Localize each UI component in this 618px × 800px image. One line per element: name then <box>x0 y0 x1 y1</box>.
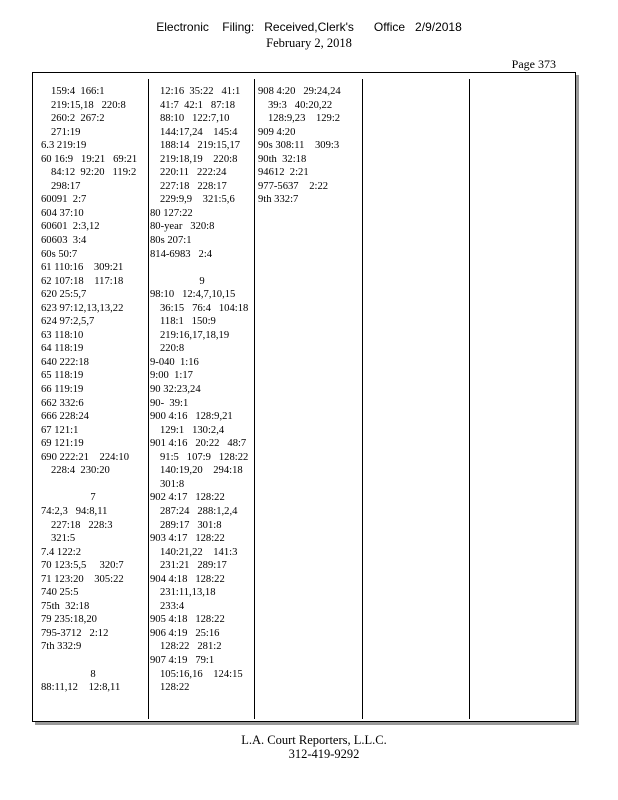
index-entry: 219:16,17,18,19 <box>160 329 230 341</box>
court-reporter-phone: 312-419-9292 <box>288 747 360 761</box>
index-column-1 <box>41 85 145 717</box>
column-divider <box>254 79 255 719</box>
index-entry: 60091 2:7 <box>41 194 87 206</box>
index-entry: 220:8 <box>160 343 185 355</box>
column-divider <box>148 79 149 719</box>
index-entry: 88:10 122:7,10 <box>160 113 230 125</box>
index-column-3 <box>258 85 358 717</box>
index-entry: 740 25:5 <box>41 587 79 599</box>
index-column-5 <box>473 85 571 717</box>
index-entry: 128:22 281:2 <box>160 641 222 653</box>
index-entry: 9-040 1:16 <box>150 356 199 368</box>
index-entry: 620 25:5,7 <box>41 289 87 301</box>
blank-line <box>41 654 145 668</box>
index-entry: 12:16 35:22 41:1 <box>160 86 241 97</box>
index-entry: 604 37:10 <box>41 207 84 219</box>
index-entry: 907 4:19 79:1 <box>150 654 215 666</box>
court-reporter-name: L.A. Court Reporters, L.L.C. <box>241 733 387 747</box>
index-entry: 65 118:19 <box>41 370 84 382</box>
index-entry: 904 4:18 128:22 <box>150 573 225 585</box>
index-entry: 902 4:17 128:22 <box>150 492 225 504</box>
index-entry: 67 121:1 <box>41 424 79 436</box>
index-entry: 80s 207:1 <box>150 235 192 247</box>
index-column-4 <box>366 85 466 717</box>
index-entry: 94612 2:21 <box>258 167 309 179</box>
index-entry: 90th 32:18 <box>258 153 307 165</box>
index-entry: 98:10 12:4,7,10,15 <box>150 289 236 301</box>
index-entry: 900 4:16 128:9,21 <box>150 411 233 423</box>
index-entry: 80-year 320:8 <box>150 221 215 233</box>
index-entry: 321:5 <box>51 533 76 545</box>
index-entry: 909 4:20 <box>258 126 296 138</box>
index-entry: 229:9,9 321:5,6 <box>160 194 235 206</box>
index-entry: 227:18 228:3 <box>51 519 113 531</box>
index-entry: 140:21,22 141:3 <box>160 546 238 558</box>
index-entry: 61 110:16 309:21 <box>41 262 124 274</box>
index-entry: 91:5 107:9 128:22 <box>160 451 249 463</box>
index-entry: 71 123:20 305:22 <box>41 573 124 585</box>
index-entry: 666 228:24 <box>41 411 89 423</box>
index-entry: 60s 50:7 <box>41 248 78 260</box>
index-entry: 289:17 301:8 <box>160 519 222 531</box>
blank-line <box>41 478 145 492</box>
index-entry: 90 32:23,24 <box>150 384 201 396</box>
document-date: February 2, 2018 <box>266 36 352 50</box>
index-entry: 7th 332:9 <box>41 641 82 653</box>
index-entry: 219:18,19 220:8 <box>160 153 238 165</box>
index-entry: 60 16:9 19:21 69:21 <box>41 153 138 165</box>
index-entry: 66 119:19 <box>41 384 84 396</box>
index-entry: 41:7 42:1 87:18 <box>160 99 236 111</box>
index-entry: 233:4 <box>160 600 185 612</box>
filing-stamp: Electronic Filing: Received,Clerk's Office 2/9/2018 <box>156 20 462 34</box>
index-entry: 36:15 76:4 104:18 <box>160 302 249 314</box>
index-entry: 905 4:18 128:22 <box>150 614 225 626</box>
index-entry: 690 222:21 224:10 <box>41 451 129 463</box>
index-entry: 9:00 1:17 <box>150 370 193 382</box>
blank-line <box>150 261 254 275</box>
index-entry: 70 123:5,5 320:7 <box>41 560 124 572</box>
index-entry: 6.3 219:19 <box>41 140 87 152</box>
column-divider <box>469 79 470 719</box>
index-entry: 79 235:18,20 <box>41 614 97 626</box>
index-entry: 227:18 228:17 <box>160 180 227 192</box>
index-entry: 75th 32:18 <box>41 600 90 612</box>
index-entry: 63 118:10 <box>41 329 84 341</box>
index-entry: 80 127:22 <box>150 207 193 219</box>
index-entry: 129:1 130:2,4 <box>160 424 225 436</box>
index-entry: 220:11 222:24 <box>160 167 227 179</box>
index-entry: 814-6983 2:4 <box>150 248 213 260</box>
index-entry: 795-3712 2:12 <box>41 627 109 639</box>
index-section-heading: 8 <box>90 668 96 680</box>
index-entry: 231:21 289:17 <box>160 560 227 572</box>
index-section-heading: 7 <box>90 492 96 504</box>
index-entry: 84:12 92:20 119:2 <box>51 167 137 179</box>
index-entry: 188:14 219:15,17 <box>160 140 241 152</box>
index-entry: 128:22 <box>160 682 190 694</box>
column-divider <box>362 79 363 719</box>
index-entry: 903 4:17 128:22 <box>150 533 225 545</box>
index-entry: 105:16,16 124:15 <box>160 668 243 680</box>
index-entry: 128:9,23 129:2 <box>268 113 341 125</box>
index-entry: 64 118:19 <box>41 343 84 355</box>
index-entry: 118:1 150:9 <box>160 316 216 328</box>
index-column-2 <box>150 85 254 717</box>
index-entry: 140:19,20 294:18 <box>160 465 243 477</box>
index-entry: 74:2,3 94:8,11 <box>41 505 108 517</box>
index-entry: 7.4 122:2 <box>41 546 82 558</box>
index-entry: 144:17,24 145:4 <box>160 126 238 138</box>
index-entry: 906 4:19 25:16 <box>150 627 220 639</box>
index-entry: 9th 332:7 <box>258 194 299 206</box>
index-entry: 231:11,13,18 <box>160 587 216 599</box>
index-entry: 69 121:19 <box>41 438 84 450</box>
page-number: Page 373 <box>511 57 556 71</box>
index-entry: 298:17 <box>51 180 81 192</box>
index-entry: 901 4:16 20:22 48:7 <box>150 438 247 450</box>
index-entry: 287:24 288:1,2,4 <box>160 505 238 517</box>
index-section-heading: 9 <box>199 275 205 287</box>
index-table <box>32 72 576 722</box>
index-entry: 623 97:12,13,13,22 <box>41 302 124 314</box>
index-entry: 260:2 267:2 <box>51 113 105 125</box>
index-entry: 60601 2:3,12 <box>41 221 100 233</box>
index-entry: 219:15,18 220:8 <box>51 99 126 111</box>
index-entry: 640 222:18 <box>41 356 89 368</box>
index-entry: 301:8 <box>160 478 185 490</box>
index-entry: 908 4:20 29:24,24 <box>258 86 341 97</box>
index-entry: 159:4 166:1 <box>51 86 105 97</box>
index-entry: 60603 3:4 <box>41 235 87 247</box>
index-entry: 90- 39:1 <box>150 397 189 409</box>
index-entry: 977-5637 2:22 <box>258 180 329 192</box>
index-entry: 88:11,12 12:8,11 <box>41 682 121 694</box>
index-entry: 62 107:18 117:18 <box>41 275 124 287</box>
index-entry: 228:4 230:20 <box>51 465 110 477</box>
index-entry: 90s 308:11 309:3 <box>258 140 340 152</box>
index-entry: 39:3 40:20,22 <box>268 99 333 111</box>
index-entry: 624 97:2,5,7 <box>41 316 95 328</box>
index-entry: 271:19 <box>51 126 81 138</box>
index-entry: 662 332:6 <box>41 397 84 409</box>
